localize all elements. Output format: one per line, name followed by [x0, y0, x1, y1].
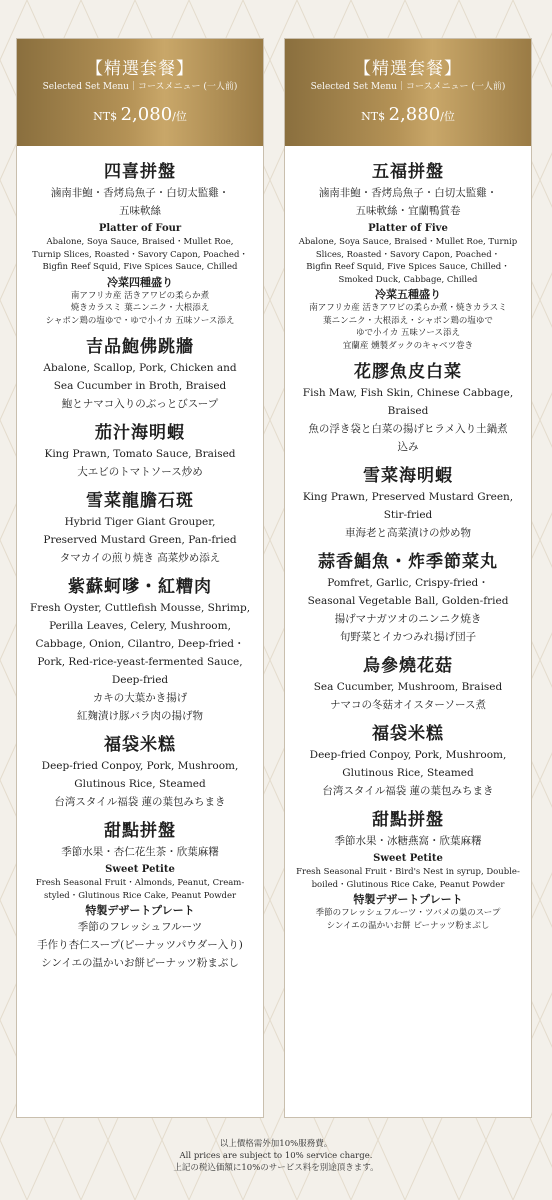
- dish-description-line: 葉ニンニク・大根添え・シャポン鶏の塩ゆで: [323, 315, 493, 326]
- card-header: [285, 39, 531, 146]
- dish-description-line: Braised: [387, 405, 429, 417]
- dish-description-line: 滷南非鮑・香烤烏魚子・白切太監雞・: [318, 187, 498, 199]
- dish-description-line: 五味軟絲: [119, 205, 161, 217]
- dish-description-line: Perilla Leaves, Celery, Mushroom,: [49, 620, 231, 632]
- dish-name: 吉品鮑佛跳牆: [86, 337, 194, 357]
- dish-name: 紫蘇蚵嗲・紅糟肉: [68, 577, 212, 597]
- dish-description-line: 焼きカラスミ 葉ニンニク・大根添え: [70, 303, 210, 313]
- dish-description-line: Deep-fried Conpoy, Pork, Mushroom,: [309, 749, 507, 761]
- dish-description-line: Seasonal Vegetable Ball, Golden-fried: [307, 595, 509, 607]
- dish-description-line: シンイエの温かいお餅 ピーナッツ粉まぶし: [326, 920, 490, 931]
- dish-item: [23, 575, 257, 725]
- dish-description-line: 五味軟絲・宜蘭鴨賞卷: [355, 205, 461, 217]
- menu-list: [17, 146, 263, 972]
- dish-description-line: Abalone, Soya Sauce, Braised・Mullet Roe, Turnip: [298, 237, 518, 247]
- dish-description-line: 特製デザートプレート: [85, 904, 195, 917]
- dish-item: [23, 733, 257, 811]
- dish-item: [23, 819, 257, 972]
- dish-description-line: 込み: [397, 441, 419, 453]
- dish-description-line: 鮑とナマコ入りのぶっとびスープ: [61, 398, 219, 410]
- dish-description-line: カキの大葉かき揚げ: [92, 692, 188, 704]
- dish-description-line: 冷菜五種盛り: [375, 288, 441, 301]
- set-subtitle: Selected Set Menu｜コースメニュー (一人前): [42, 82, 238, 92]
- dish-description-line: Abalone, Scallop, Pork, Chicken and: [43, 362, 237, 374]
- dish-description-line: Sea Cucumber in Broth, Braised: [53, 380, 227, 392]
- dish-description-line: Hybrid Tiger Giant Grouper,: [64, 516, 216, 528]
- dish-description-line: Platter of Four: [98, 223, 182, 234]
- dish-description-line: 宜蘭産 燻製ダックのキャベツ巻き: [342, 340, 474, 351]
- dish-description-line: Bigfin Reef Squid, Five Spices Sauce, Chilled・: [306, 262, 510, 272]
- dish-description-line: 冷菜四種盛り: [107, 275, 173, 289]
- dish-description-line: 南アフリカ産 活きアワビの柔らか煮・焼きカラスミ: [309, 303, 507, 313]
- dish-description-line: Sweet Petite: [105, 864, 175, 875]
- dish-name: 甜點拼盤: [372, 810, 444, 830]
- dish-description-line: Stir-fried: [383, 509, 433, 521]
- dish-item: [23, 421, 257, 481]
- dish-description-line: Preserved Mustard Green, Pan-fried: [43, 534, 237, 546]
- set-title: 【精選套餐】: [86, 59, 194, 79]
- set-title: 【精選套餐】: [354, 59, 462, 79]
- set-menu-card-2080: [16, 38, 264, 1118]
- dish-name: 五福拼盤: [372, 162, 444, 182]
- set-subtitle: Selected Set Menu｜コースメニュー (一人前): [310, 82, 506, 92]
- dish-description-line: Slices, Roasted・Savory Capon, Poached・: [315, 249, 501, 260]
- dish-description-line: 台湾スタイル福袋 蓮の葉包みちまき: [54, 796, 226, 808]
- dish-description-line: 特製デザートプレート: [353, 893, 463, 906]
- price: [17, 104, 263, 128]
- price-currency: NT$: [361, 110, 386, 123]
- dish-name: 茄汁海明蝦: [95, 423, 185, 443]
- dish-description-line: 季節のフレッシュフルーツ・ツバメの巣のスープ: [315, 908, 501, 918]
- dish-description-line: 滷南非鮑・香烤烏魚子・白切太監雞・: [50, 187, 230, 199]
- dish-description-line: King Prawn, Tomato Sauce, Braised: [44, 448, 236, 460]
- dish-description-line: Fresh Seasonal Fruit・Bird's Nest in syrup, Double-: [296, 867, 520, 877]
- dish-description-line: Turnip Slices, Roasted・Savory Capon, Poached・: [32, 249, 248, 260]
- dish-item: [291, 360, 525, 456]
- dish-name: 花膠魚皮白菜: [354, 362, 462, 382]
- price-amount: 2,880: [388, 104, 441, 125]
- dish-description-line: Bigfin Reef Squid, Five Spices Sauce, Chilled: [42, 262, 238, 272]
- service-charge-note: [0, 1138, 552, 1174]
- dish-description-line: Fish Maw, Fish Skin, Chinese Cabbage,: [302, 387, 514, 399]
- dish-name: 甜點拼盤: [104, 821, 176, 841]
- dish-description-line: 季節水果・冰糖燕窩・欣葉麻糬: [334, 835, 482, 847]
- dish-item: [291, 654, 525, 714]
- dish-name: 福袋米糕: [372, 724, 444, 744]
- dish-item: [23, 489, 257, 567]
- price-unit: /位: [440, 110, 455, 123]
- footer-note-ja: 上記の税込価額に10%のサービス料を別途頂きます。: [173, 1163, 379, 1173]
- dish-item: [291, 160, 525, 352]
- dish-description-line: Abalone, Soya Sauce, Braised・Mullet Roe,: [46, 237, 234, 247]
- dish-description-line: シャポン鶏の塩ゆで・ゆで小イカ 五味ソース添え: [45, 315, 235, 326]
- dish-name: 蒜香鯧魚・炸季節菜丸: [318, 552, 498, 572]
- dish-description-line: Pomfret, Garlic, Crispy-fried・: [327, 577, 489, 589]
- card-header: [17, 39, 263, 146]
- dish-description-line: Glutinous Rice, Steamed: [74, 778, 206, 790]
- price-currency: NT$: [93, 110, 118, 123]
- dish-description-line: 紅麹漬け豚バラ肉の揚げ物: [77, 710, 203, 722]
- dish-item: [23, 335, 257, 413]
- dish-description-line: 季節水果・杏仁花生茶・欣葉麻糬: [61, 846, 219, 858]
- dish-description-line: 魚の浮き袋と白菜の揚げヒラメ入り土鍋煮: [308, 423, 508, 435]
- dish-description-line: 旬野菜とイカつみれ揚げ団子: [339, 631, 477, 643]
- price: [285, 104, 531, 128]
- dish-description-line: Fresh Oyster, Cuttlefish Mousse, Shrimp,: [29, 602, 251, 614]
- dish-description-line: 揚げマナガツオのニンニク焼き: [334, 613, 482, 625]
- dish-name: 烏參燒花菇: [363, 656, 453, 676]
- dish-description-line: 車海老と高菜漬けの炒め物: [345, 527, 471, 539]
- dish-description-line: King Prawn, Preserved Mustard Green,: [302, 491, 514, 503]
- footer-note-en: All prices are subject to 10% service charge.: [179, 1151, 373, 1161]
- menu-list: [285, 146, 531, 932]
- dish-description-line: ゆで小イカ 五味ソース添え: [355, 328, 461, 338]
- set-menu-card-2880: [284, 38, 532, 1118]
- dish-item: [291, 808, 525, 932]
- dish-description-line: Smoked Duck, Cabbage, Chilled: [338, 274, 478, 285]
- dish-description-line: Sweet Petite: [373, 853, 443, 864]
- dish-description-line: boiled・Glutinous Rice Cake, Peanut Powder: [311, 879, 505, 890]
- dish-description-line: 季節のフレッシュフルーツ: [77, 921, 203, 933]
- dish-description-line: 大エビのトマトソース炒め: [77, 466, 203, 478]
- dish-name: 雪菜海明蝦: [363, 466, 453, 486]
- dish-name: 福袋米糕: [104, 735, 176, 755]
- dish-description-line: Deep-fried Conpoy, Pork, Mushroom,: [41, 760, 239, 772]
- dish-description-line: Pork, Red-rice-yeast-fermented Sauce,: [37, 656, 243, 668]
- dish-description-line: Fresh Seasonal Fruit・Almonds, Peanut, Cream-: [35, 878, 245, 888]
- dish-description-line: シンイエの温かいお餅ピーナッツ粉まぶし: [41, 957, 239, 969]
- dish-description-line: Sea Cucumber, Mushroom, Braised: [313, 681, 503, 693]
- dish-item: [291, 464, 525, 542]
- dish-description-line: Platter of Five: [368, 223, 448, 234]
- dish-description-line: 南アフリカ産 活きアワビの柔らか煮: [70, 290, 210, 301]
- price-unit: /位: [172, 110, 187, 123]
- dish-description-line: ナマコの冬菇オイスターソース煮: [330, 699, 486, 711]
- dish-description-line: 手作り杏仁スープ(ピーナッツパウダー入り): [37, 939, 243, 951]
- footer-note-zh: 以上價格需外加10%服務費。: [219, 1139, 333, 1149]
- dish-description-line: Cabbage, Onion, Cilantro, Deep-fried・: [35, 638, 245, 650]
- dish-description-line: styled・Glutinous Rice Cake, Peanut Powder: [43, 890, 237, 901]
- dish-item: [23, 160, 257, 327]
- dish-item: [291, 550, 525, 646]
- dish-item: [291, 722, 525, 800]
- dish-name: 四喜拼盤: [104, 162, 176, 182]
- price-amount: 2,080: [120, 104, 173, 125]
- dish-description-line: Deep-fried: [111, 674, 169, 686]
- dish-name: 雪菜龍膽石斑: [86, 491, 194, 511]
- dish-description-line: タマカイの煎り焼き 高菜炒め添え: [59, 552, 221, 564]
- dish-description-line: 台湾スタイル福袋 蓮の葉包みちまき: [322, 785, 494, 797]
- dish-description-line: Glutinous Rice, Steamed: [342, 767, 474, 779]
